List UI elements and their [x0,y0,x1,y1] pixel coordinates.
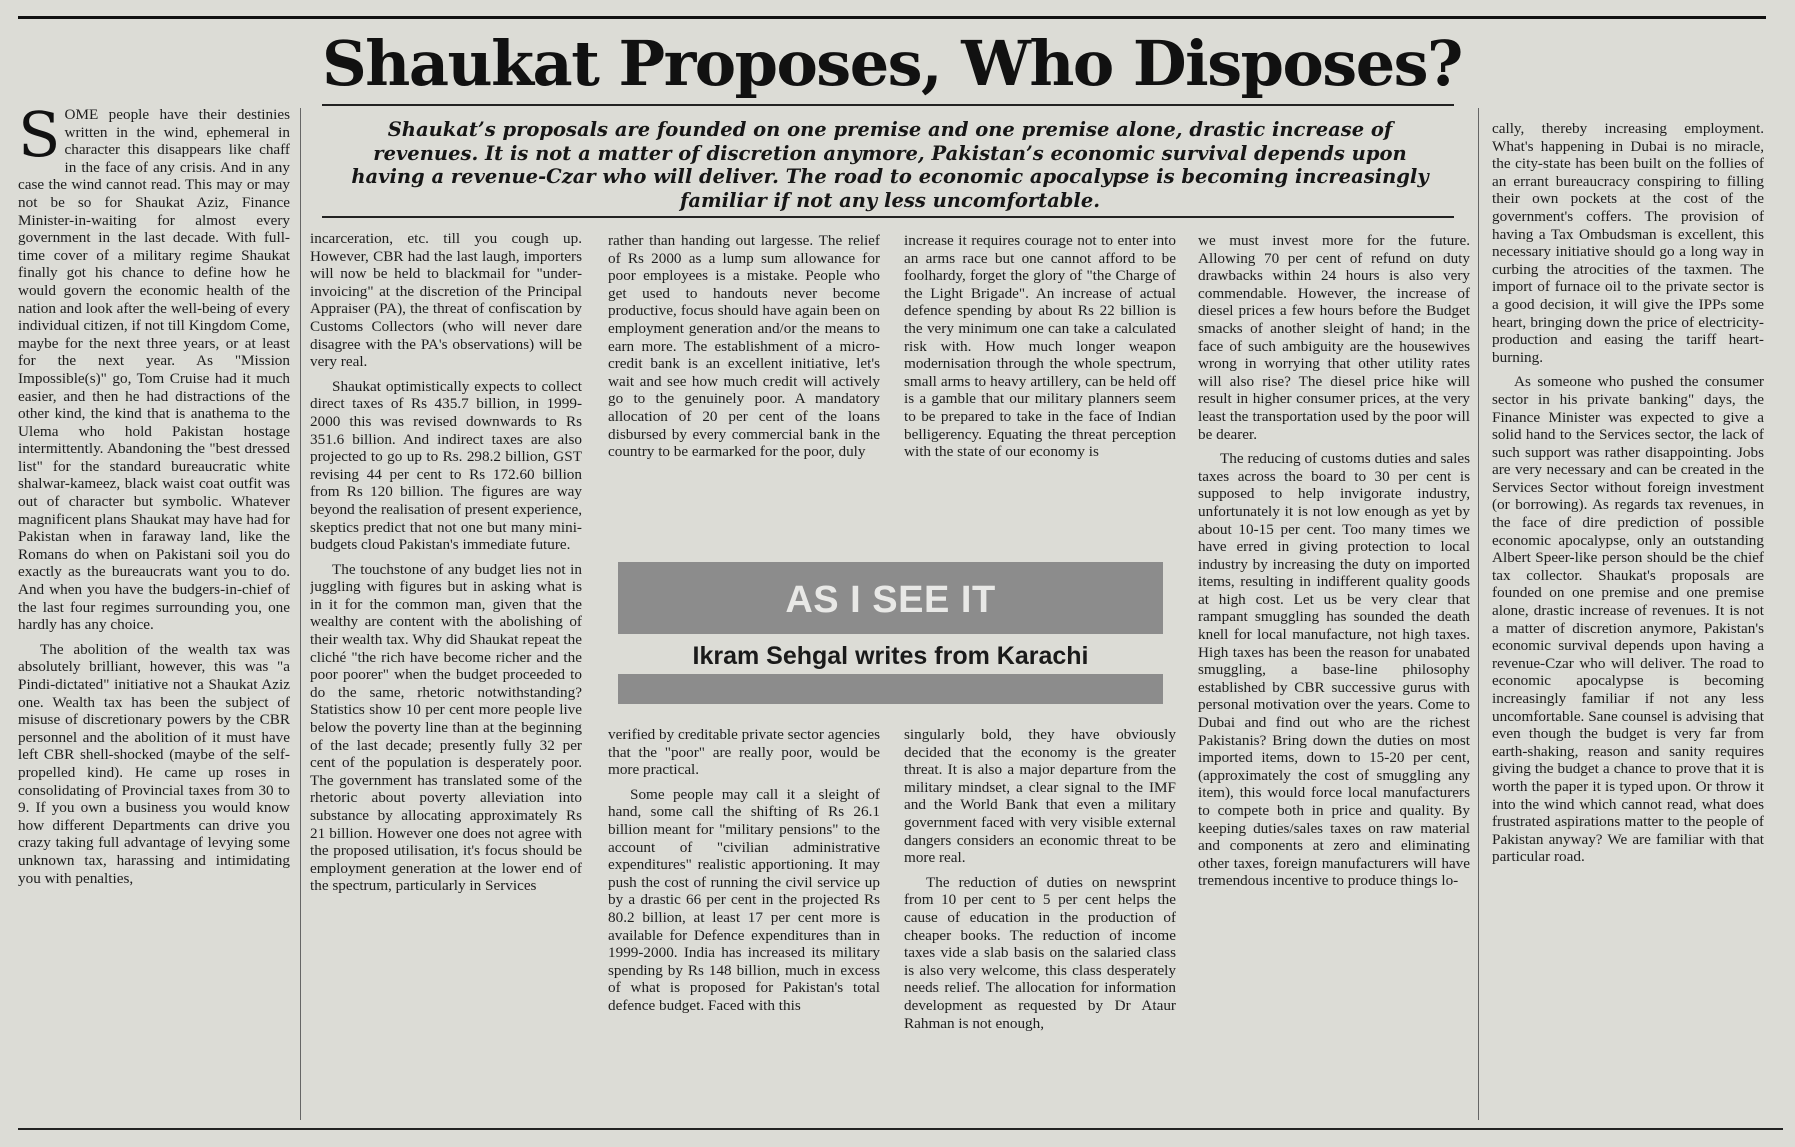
column-4-top [904,232,1176,546]
top-rule [18,16,1766,19]
bottom-rule [18,1128,1783,1130]
column-4-paragraph-1: increase it requires courage not to enter into an arms race but one cannot afford to be foolhardy, forget the glory of "the Charge of the Light Brigade". An increase of actual defence spending by about Rs 22 billion is the very minimum one can take a calculated risk with. How much longer weapon modernisation through the whole spectrum, small arms to heavy artillery, can be held off is a gamble that our military planners seem to be prepared to take in the face of Indian belligerency. Equating the threat perception with the state of our economy is [904,232,1176,461]
column-1-paragraph-1-text: OME people have their destinies written in the wind, ephemeral in character this disappears like chaff in the face of any crisis. And in any case the wind cannot read. This may or may not be so for Shaukat Aziz, Finance Minister-in-waiting for almost every government in the last decade. With full-time cover of a military regime Shaukat finally got his chance to define how he would govern the economic health of the nation and look after the well-being of every individual citizen, if not till Kingdom Come, maybe for the next three years, or at least for the next year. As "Mission Impossible(s)" go, Tom Cruise had it much easier, and then he had distractions of the other kind, the kind that is anathema to the Ulema who hold Pakistan hostage intermittently. Abandoning the "best dressed list" for the standard bureaucratic white shalwar-kameez, black waist coat outfit was out of character but symbolic. Whatever magnificent plans Shaukat may have had for Pakistan when in faraway land, like the Romans do when on Pakistani soil you do exactly as the bureaucrats want you to do. And when you have the budgers-in-chief of the last four regimes surrounding you, one hardly has any choice. [18,106,290,634]
column-2-paragraph-2: Shaukat optimistically expects to collect direct taxes of Rs 435.7 billion, in 1999-2000 this was revised downwards to Rs 351.6 billion. And indirect taxes are also projected to go up to Rs. 298.2 billion, GST revising 44 per cent to Rs 172.60 billion from Rs 120 billion. The figures are way beyond the realisation of present experience, skeptics predict that not one but many mini-budgets cloud Pakistan's immediate future. [310,377,582,554]
column-1 [18,106,290,1126]
headline: Shaukat Proposes, Who Disposes? [322,27,1462,100]
column-6-paragraph-2: As someone who pushed the consumer sector in his private banking" days, the Finance Minister was expected to give a solid hand to the Services sector, the lack of such support was rather disappointing. Jobs are very necessary and can be created in the Services Sector without foreign investment (or borrowing). As regards tax revenues, in the face of dire prediction of possible economic apocalypse, only an outstanding Albert Speer-like person should be the chief tax collector. Shaukat's proposals are founded on one premise and one premise alone, drastic increase of revenues. It is not a matter of discretion anymore, Pakistan's economic survival depends upon having a revenue-Czar who will deliver. The road to economic apocalypse is becoming increasingly familiar if not any less uncomfortable. Sane counsel is advising that even though the budget is very far from earth-shaking, reason and sanity requires giving the budget a chance to prove that it is worth the paper it is typed upon. Or throw it into the wind which cannot read, what does frustrated aspirations matter to the people of Pakistan anyway? We are familiar with that particular road. [1492,373,1764,866]
banner-byline: Ikram Sehgal writes from Karachi [692,642,1089,670]
drop-cap: S [18,106,61,171]
deck: Shaukat’s proposals are founded on one premise and one premise alone, drastic increase of revenues. It is not a matter of discretion anymore, Pakistan’s economic survival depends upon having a revenue-Czar who will deliver. The road to economic apocalypse is becoming increasingly familiar if not any less uncomfortable. [351,118,1429,212]
deck-top-rule [322,104,1454,106]
column-5 [1198,232,1470,1126]
column-1-paragraph-2: The abolition of the wealth tax was absolutely brilliant, however, this was "a Pindi-dictated" initiative not a Shaukat Aziz one. Wealth tax has been the subject of misuse of discretionary powers by the CBR personnel and the abolition of it must have left CBR shell-shocked (maybe of the self-propelled kind). He came up roses in consolidating of Provincial taxes from 30 to 9. If you own a business you would know how different Departments can drive you crazy taking full advantage of levying some unknown tax, harassing and intimidating you with penalties, [18,640,290,887]
column-2-paragraph-3: The touchstone of any budget lies not in juggling with figures but in asking what is in it for the common man, given that the wealthy are content with the abolishing of their wealth tax. Why did Shaukat repeat the cliché "the rich have become richer and the poor poorer" when the budget proceeded to do the same, rhetoric notwithstanding? Statistics show 10 per cent more people live below the poverty line than at the beginning of the last decade; presently fully 32 per cent of the population is desperately poor. The government has translated some of the rhetoric about poverty alleviation into substance by allocating approximately Rs 21 billion. However one does not agree with the proposed utilisation, it's focus should be employment generation at the lower end of the spectrum, particularly in Services [310,560,582,895]
column-3-paragraph-1: rather than handing out largesse. The relief of Rs 2000 as a lump sum allowance for poor employees is a mistake. People who get used to handouts never become productive, focus should have again been on employment generation and/or the means to earn more. The establishment of a micro-credit bank is an excellent initiative, let's wait and see how much credit will actively go to the genuinely poor. A mandatory allocation of 20 per cent of the loans disbursed by every commercial bank in the country to be earmarked for the poor, duly [608,232,880,461]
column-2 [310,230,582,1124]
column-3-top [608,232,880,546]
deck-bottom-rule [322,216,1454,218]
banner-title: AS I SEE IT [785,578,996,621]
column-4-paragraph-2: singularly bold, they have obviously decided that the economy is the greater threat. It is also a major departure from the military mindset, a clear signal to the IMF and the World Bank that even a military government faced with very visible external dangers considers an economic threat to be more real. [904,726,1176,867]
column-2-paragraph-1: incarceration, etc. till you cough up. However, CBR had the last laugh, importers will now be held to blackmail for "under-invoicing" at the discretion of the Principal Appraiser (PA), the threat of confiscation by Customs Collectors (who will never dare disagree with the PA's observations) will be very real. [310,230,582,371]
column-banner [618,562,1163,707]
column-1-paragraph-1 [18,106,290,634]
column-5-paragraph-2: The reducing of customs duties and sales taxes across the board to 30 per cent is supposed to help invigorate industry, unfortunately it is not low enough as yet by about 10-15 per cent. Too many times we have erred in giving protection to local industry by increasing the duty on imported items, resulting in indifferent quality goods at high cost. Let us be very clear that rampant smuggling has sounded the death knell for local manufacture, not high taxes. High taxes has been the reason for unabated smuggling, a base-line philosophy established by CBR successive gurus with personal motivation over the years. Come to Dubai and find out who are the richest Pakistanis? Bring down the duties on most imported items, down to 15-20 per cent, (approximately the cost of smuggling any item), this would force local manufacturers to compete both in price and quality. By keeping duties/sales taxes on raw material and components at zero and eliminating other taxes, foreign manufacturers will have tremendous incentive to produce things lo- [1198,450,1470,890]
column-3-paragraph-2: verified by creditable private sector agencies that the "poor" are really poor, would be more practical. [608,726,880,779]
column-5-paragraph-1: we must invest more for the future. Allowing 70 per cent of refund on duty drawbacks within 24 hours is also very commendable. However, the increase of diesel prices a few hours before the Budget smacks of another sleight of hand; in the face of such ambiguity are the housewives wrong in worrying that other utility rates will also rise? The diesel price hike will result in higher consumer prices, at the very least the transportation used by the poor will be dearer. [1198,232,1470,443]
column-6 [1492,120,1764,1126]
column-3-bottom [608,726,880,1126]
column-4-paragraph-3: The reduction of duties on newsprint from 10 per cent to 5 per cent helps the cause of education in the production of cheaper books. The reduction of income taxes vide a slab basis on the salaried class is also very welcome, this class desperately needs relief. The allocation for information development as requested by Dr Ataur Rahman is not enough, [904,873,1176,1032]
column-4-bottom [904,726,1176,1126]
column-divider-2 [1478,108,1479,1120]
banner-bottom-strip [618,674,1163,704]
column-6-paragraph-1: cally, thereby increasing employment. What's happening in Dubai is no miracle, the city-state has been built on the follies of an errant bureaucracy conspiring to filling their own pockets at the cost of the government's coffers. The provision of having a Tax Ombudsman is excellent, this necessary initiative should go a long way in curbing the atrocities of the taxmen. The import of furnace oil to the private sector is a good decision, it will give the IPPs some heart, bringing down the price of electricity-production and easing the tariff heart-burning. [1492,120,1764,366]
column-3-paragraph-3: Some people may call it a sleight of hand, some call the shifting of Rs 26.1 billion meant for "military pensions" to the account of "civilian administrative expenditures" realistic apportioning. It may push the cost of running the civil service up by a drastic 66 per cent in the projected Rs 80.2 billion, at least 17 per cent more is available for Defence expenditures than in 1999-2000. India has increased its military spending by Rs 148 billion, much in excess of what is proposed for Pakistan's total defence budget. Faced with this [608,785,880,1014]
column-divider-1 [300,108,301,1120]
